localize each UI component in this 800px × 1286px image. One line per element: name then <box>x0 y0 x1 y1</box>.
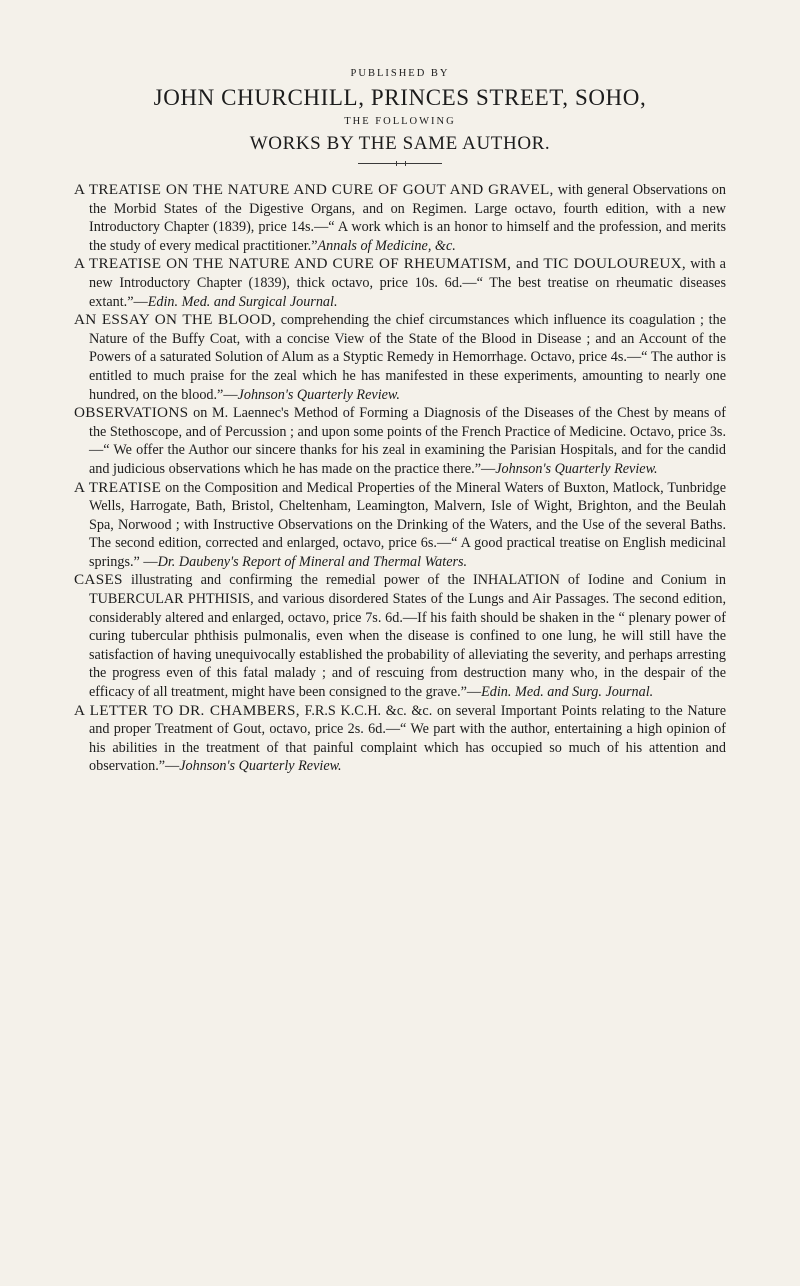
review-source: Edin. Med. and Surg. Journal. <box>481 684 654 701</box>
work-title: A TREATISE ON THE NATURE AND CURE OF GOUT AND GRAVEL, <box>74 181 554 198</box>
review-source: Dr. Daubeny's Report of Mineral and Thermal Waters. <box>157 553 468 570</box>
work-description: on the Composition and Medical Properties of the Mineral Waters of Buxton, Matlock, Tunbridge Wells, Harrogate, Bath, Bristol, Cheltenham, Leamington, Malvern, Isle of Wight, Brighton, and the Beulah Spa, Norwood ; with Instructive Observations on the Drinking of the Waters, and the Use of the several Baths. The second edition, corrected and enlarged, octavo, price 6s.—“ A good practical treatise on English medicinal springs.” — <box>89 479 726 570</box>
published-by-line: PUBLISHED BY <box>350 68 450 79</box>
following-line: THE FOLLOWING <box>344 116 456 127</box>
work-title: OBSERVATIONS <box>74 404 189 422</box>
work-title: A LETTER TO DR. CHAMBERS, <box>74 701 300 719</box>
work-description: F.R.S K.C.H. &c. &c. on several Important Points relating to the Nature and proper Treatment of Gout, octavo, price 2s. 6d.—“ We part with the author, entertaining a high opinion of his abilities in the treatment of that painful complaint which has occupied so much of his attention and observation.”— <box>89 702 726 775</box>
review-source: Johnson's Quarterly Review. <box>237 386 400 403</box>
work-description: on M. Laennec's Method of Forming a Diagnosis of the Diseases of the Chest by means of the Stethoscope, and of Percussion ; and upon some points of the French Practice of Medicine. Octavo, price 3s.—“ We offer the Author our sincere thanks for his zeal in examining the Parisian Hospitals, and for the candid and judicious observations which he has made on the practice there.”— <box>89 405 726 477</box>
ornamental-divider <box>358 163 442 164</box>
work-title: A TREATISE ON THE NATURE AND CURE OF RHEUMATISM, and TIC DOULOUREUX, <box>74 255 687 273</box>
publisher-name: JOHN CHURCHILL, PRINCES STREET, SOHO, <box>153 85 647 110</box>
review-source: Annals of Medicine, &c. <box>317 237 456 254</box>
work-description: comprehending the chief circumstances which influence its coagulation ; the Nature of the Buffy Coat, with a concise View of the State of the Blood in Disease ; and an Account of the Powers of a saturated Solution of Alum as a Styptic Remedy in Hemorrhage. Octavo, price 4s.—“ The author is entitled to much praise for the zeal which he has manifested in these experiments, amounting to nearly one hundred, on the blood.”— <box>89 312 726 403</box>
work-entry-laennec <box>74 404 726 478</box>
review-source: Edin. Med. and Surgical Journal. <box>147 293 338 310</box>
work-entry-rheumatism <box>74 255 726 311</box>
review-source: Johnson's Quarterly Review. <box>179 758 342 775</box>
work-entry-gout <box>74 181 726 255</box>
work-description: with a new Introductory Chapter (1839), thick octavo, price 10s. 6d.—“ The best treatise on rheumatic diseases extant.”— <box>89 256 726 310</box>
review-source: Johnson's Quarterly Review. <box>495 460 658 477</box>
work-entry-inhalation <box>74 571 726 701</box>
work-entry-letter-chambers <box>74 702 726 776</box>
works-heading: WORKS BY THE SAME AUTHOR. <box>249 133 551 154</box>
work-description: illustrating and confirming the remedial power of the INHALATION of Iodine and Conium in TUBERCULAR PHTHISIS, and various disordered States of the Lungs and Air Passages. The second edition, considerably altered and enlarged, octavo, price 7s. 6d.—If his faith should be shaken in the “ plenary power of curing tubercular phthisis pulmonalis, even when the disease is confined to one lung, he will still have the satisfaction of having unequivocally established the probability of alleviating the severity, and perhaps arresting the progress even of this fatal malady ; and of rescuing from destruction many who, in the despair of the efficacy of all treatment, might have been consigned to the grave.”— <box>89 572 726 701</box>
work-entry-mineral-waters <box>74 479 726 572</box>
work-title: CASES <box>74 571 123 589</box>
work-title: A TREATISE <box>74 478 162 496</box>
work-title: AN ESSAY ON THE BLOOD, <box>74 311 276 329</box>
work-description: with general Observations on the Morbid States of the Digestive Organs, and on Regimen. Large octavo, fourth edition, with a new Introductory Chapter (1839), price 14s.—“ A work which is an honor to himself and the profession, and merits the study of every medical practitioner.” <box>89 182 726 254</box>
work-entry-blood <box>74 311 726 404</box>
works-list <box>74 181 726 776</box>
